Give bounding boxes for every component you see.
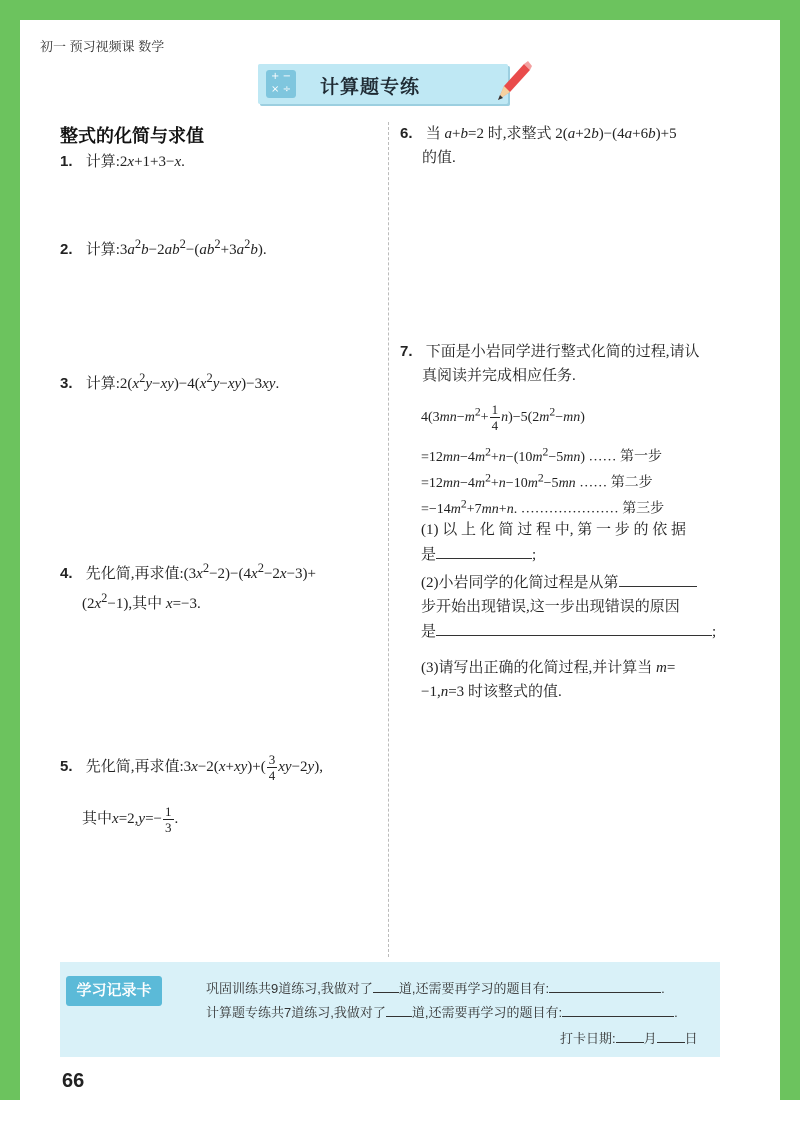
task-2-text: (2)小岩同学的化简过程是从第 [421,575,619,591]
question-end: 的值. [422,150,456,166]
step-2-label: 第二步 [610,473,653,490]
question-5-condition [82,804,178,835]
task-1-end: ; [532,547,537,563]
question-1 [60,150,185,174]
answer-blank[interactable] [619,570,697,587]
study-record-card [60,962,720,1057]
question-when: 当 [425,126,441,142]
month-blank[interactable] [616,1028,644,1043]
question-intro-1: 下面是小岩同学进行整式化简的过程,请认 [425,344,700,360]
topics-blank[interactable] [562,1002,674,1017]
question-intro-2: 真阅读并完成相应任务. [422,368,576,384]
card-line-1-text: 巩固训练共9道练习,我做对了 [206,981,373,996]
expression: 2(a+2b)−(4a+6b)+5 [551,126,677,142]
condition: x=−3. [165,596,201,612]
step-3-line: $=-14m^2+7mn+n$. ………………… 第三步 [421,497,665,517]
card-tag: 学习记录卡 [66,976,162,1006]
calculator-icon: + − × ÷ [266,70,296,98]
count-blank[interactable] [386,1002,412,1017]
task-1-text: (1) 以 上 化 简 过 程 中, 第 一 步 的 依 据 [421,522,686,538]
condition: a+b=2 [444,126,488,142]
card-line-1-text-2: 道,还需要再学习的题目有: [398,981,550,996]
card-line-2: 计算题专练共7道练习,我做对了 道,还需要再学习的题目有: . [206,1002,678,1023]
expression: $2(x^2y-xy)-4(x^2y-xy)-3xy$. [119,371,280,392]
pencil-icon [486,56,536,106]
question-number: 7. [400,343,413,360]
card-date [560,1028,698,1049]
condition: x=2,y=− $\frac{1}{3}$ . [112,804,179,835]
task-2-text-2: 步开始出现错误,这一步出现错误的原因 [421,599,680,615]
banner-title: 计算题专练 [320,77,421,98]
question-lead: 计算: [85,242,120,258]
expression: 2x+1+3−x. [119,154,185,170]
topics-blank[interactable] [549,978,661,993]
question-7 [400,340,730,388]
answer-blank[interactable] [436,619,712,636]
card-line-1: 巩固训练共9道练习,我做对了 道,还需要再学习的题目有: . [206,978,665,999]
task-1-prefix: 是 [421,547,437,563]
step-3-label: 第三步 [622,499,665,516]
task-2-end: ; [712,624,717,640]
question-lead: 计算: [85,154,120,170]
expression: 3x−2(x+xy)+( $\frac{3}{4}$ xy−2y), [183,752,323,783]
condition-label: 其中 [82,810,113,827]
question-number: 1. [60,153,73,170]
question-5 [60,752,380,783]
expression: $(3x^2-2)-(4x^2-2x-3)+$ [183,561,316,582]
date-label: 打卡日期: [560,1031,616,1046]
question-2 [60,232,267,262]
step-1-label: 第一步 [620,447,663,464]
day-label: 日 [684,1031,698,1046]
header-text: 初一 预习视频课 数学 [40,39,165,54]
month-label: 月 [643,1031,657,1046]
expression: $3a^2b-2ab^2-(ab^2+3a^2b)$. [119,237,267,258]
task-2 [421,570,736,644]
count-blank[interactable] [373,978,399,993]
task-2-prefix: 是 [421,624,437,640]
question-mid: 时,求整式 [487,126,552,142]
question-lead: 先化简,再求值: [85,758,184,775]
day-blank[interactable] [657,1028,685,1043]
task-3: (3)请写出正确的化简过程,并计算当 m= −1,n=3 时该整式的值. [421,660,676,700]
frame-right [780,0,800,1100]
page-number: 66 [62,1070,85,1092]
answer-blank[interactable] [436,542,532,559]
task-1 [421,518,736,567]
question-number: 4. [60,565,73,582]
question-4 [60,556,380,616]
step-2-line: $=12mn-4m^2+n-10m^2-5mn$ …… 第二步 [421,471,653,491]
question-6 [400,122,730,170]
step-1-line: $=12mn-4m^2+n-(10m^2-5mn)$ …… 第一步 [421,445,663,465]
task-3-text-2: 时该整式的值. [467,684,562,700]
frame-left [0,0,20,1100]
card-line-2-text-2: 道,还需要再学习的题目有: [411,1005,563,1020]
expression-cont: $(2x^2-1)$ [82,591,129,612]
question-lead: 计算: [85,376,120,392]
simplify-start: $4(3mn-m^2+$ $\frac{1}{4}$ $n)-5(2m^2-mn)$ [421,401,585,433]
question-number: 2. [60,241,73,258]
question-number: 5. [60,757,73,775]
task-3-text: (3)请写出正确的化简过程,并计算当 [421,660,653,676]
question-3 [60,366,279,396]
frame-top [0,0,800,20]
banner [258,64,508,104]
column-divider [388,122,389,957]
question-lead: 先化简,再求值: [85,566,184,582]
question-number: 6. [400,125,413,142]
question-number: 3. [60,375,73,392]
card-line-2-text: 计算题专练共7道练习,我做对了 [206,1005,386,1020]
condition-label: ,其中 [128,596,163,612]
section-title: 整式的化简与求值 [60,126,204,146]
